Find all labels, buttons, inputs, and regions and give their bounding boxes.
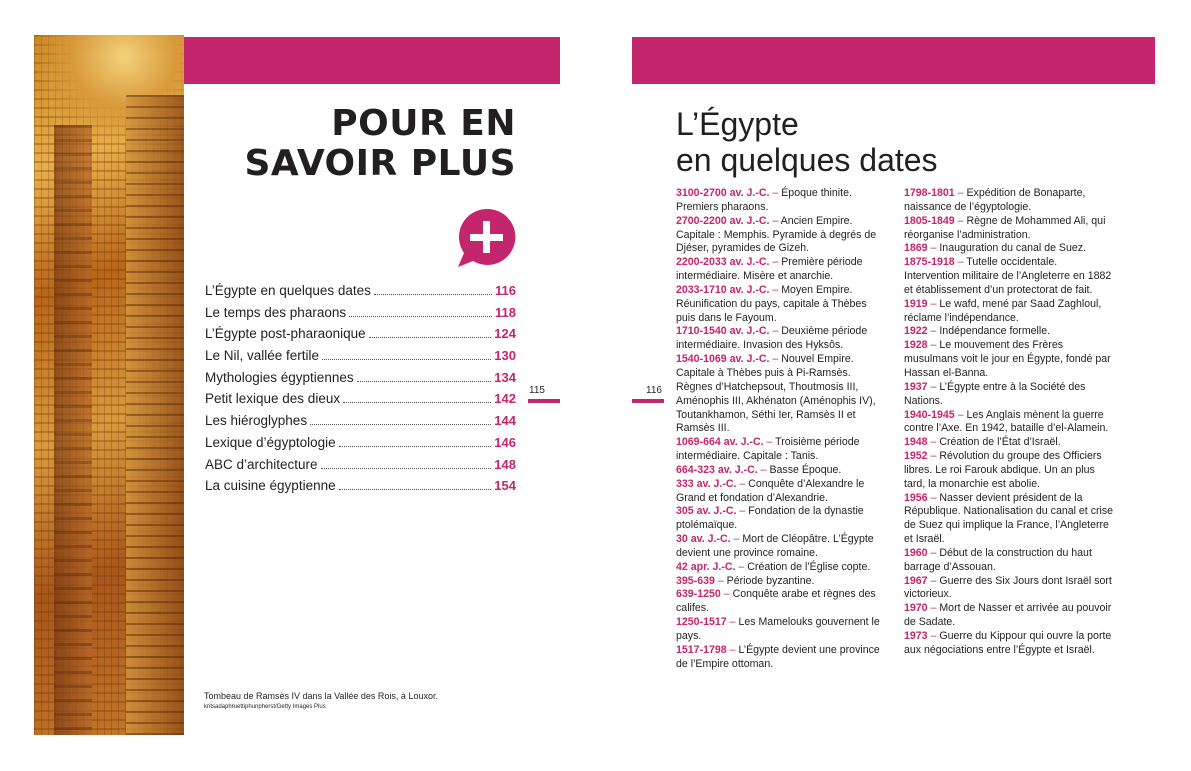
- toc-entry-page: 134: [494, 369, 516, 385]
- chronology-entry: [676, 588, 886, 616]
- toc-entry-label: Petit lexique des dieux: [205, 391, 341, 407]
- chronology-separator: –: [726, 643, 739, 656]
- toc-entry-label: Le temps des pharaons: [205, 304, 347, 320]
- page-number-left: 115: [529, 385, 545, 396]
- chronology-entry: [676, 478, 886, 506]
- chronology-entry: [676, 533, 886, 561]
- chronology-separator: –: [927, 602, 940, 615]
- toc-entry[interactable]: [205, 435, 516, 457]
- chronology-date: 2200-2033 av. J.-C.: [676, 256, 770, 269]
- chronology-text: Basse Époque.: [769, 463, 842, 476]
- chronology-text: Deuxième période intermédiaire. Invasion des Hyksôs.: [676, 325, 868, 352]
- folio-bar-right: [632, 399, 664, 403]
- toc-entry-label: L’Égypte en quelques dates: [205, 283, 371, 298]
- chronology-entry: [904, 575, 1114, 603]
- chronology-date: 1919: [904, 297, 928, 310]
- chronology-entry: [904, 450, 1114, 492]
- chronology-date: 2033-1710 av. J.-C.: [676, 283, 770, 296]
- chronology-text: Les Mamelouks gouvernent le pays.: [676, 616, 880, 642]
- chronology-separator: –: [763, 436, 776, 449]
- toc-leader-dots: [357, 381, 492, 382]
- chronology-separator: –: [927, 436, 940, 449]
- chronology-entry: [676, 436, 886, 464]
- chronology-text: Tutelle occidentale. Intervention militaire de l’Angleterre en 1882 et établissement d’un protectorat de fait.: [904, 256, 1112, 296]
- toc-entry-page: 144: [494, 413, 516, 429]
- chronology-separator: –: [954, 187, 967, 199]
- section-title-line2: SAVOIR PLUS: [244, 143, 516, 184]
- toc-leader-dots: [374, 294, 492, 295]
- chronology-text: Période byzantine.: [726, 574, 815, 587]
- chronology-entry: [904, 602, 1114, 630]
- chronology-separator: –: [927, 297, 940, 310]
- toc-entry-page: 148: [494, 456, 516, 472]
- chronology-text: Création de l’État d’Israël.: [939, 436, 1061, 449]
- toc-entry-label: L’Égypte post-pharaonique: [205, 326, 366, 342]
- chronology-entry: [904, 630, 1114, 658]
- chronology-separator: –: [720, 588, 733, 601]
- chronology-date: 305 av. J.-C.: [676, 505, 737, 518]
- chronology-entry: [904, 187, 1114, 215]
- chronology-date: 1869: [904, 242, 928, 255]
- chronology-entry: [676, 644, 886, 672]
- toc-entry[interactable]: [205, 457, 516, 479]
- chronology-date: 1798-1801: [904, 187, 955, 199]
- folio-bar-left: [528, 399, 560, 403]
- chronology-date: 1250-1517: [676, 616, 727, 629]
- chronology-date: 1540-1069 av. J.-C.: [676, 353, 770, 366]
- toc-leader-dots: [322, 359, 491, 360]
- chronology-entry: [676, 187, 886, 215]
- chronology-date: 3100-2700 av. J.-C.: [676, 187, 770, 199]
- toc-entry[interactable]: [205, 326, 516, 348]
- toc-entry[interactable]: [205, 305, 516, 327]
- toc-leader-dots: [369, 337, 492, 338]
- header-bar-left: [184, 37, 560, 84]
- chronology-date: 1960: [904, 546, 928, 559]
- chronology-separator: –: [757, 463, 770, 476]
- chronology-entry: [904, 325, 1114, 339]
- chronology-text: Le wafd, mené par Saad Zaghloul, réclame l’indépendance.: [904, 297, 1102, 324]
- chronology-date: 2700-2200 av. J.-C.: [676, 214, 770, 227]
- chronology-entry: [676, 561, 886, 575]
- chronology-separator: –: [927, 339, 940, 352]
- chronology-text: Début de la construction du haut barrage d’Assouan.: [904, 546, 1092, 573]
- chronology-separator: –: [927, 242, 940, 255]
- chronology-text: L’Égypte entre à la Société des Nations.: [904, 380, 1086, 407]
- chronology-text: Troisième période intermédiaire. Capitale : Tanis.: [676, 436, 860, 463]
- toc-leader-dots: [343, 402, 491, 403]
- chronology-entry: [904, 215, 1114, 243]
- chronology-separator: –: [954, 256, 967, 269]
- chronology-entry: [676, 616, 886, 644]
- chronology-entry: [904, 492, 1114, 547]
- chronology-date: 1956: [904, 491, 928, 504]
- chronology-date: 1710-1540 av. J.-C.: [676, 325, 770, 338]
- chronology-title-line1: L’Égypte: [676, 106, 799, 142]
- chronology-title: [676, 106, 938, 178]
- chronology-date: 333 av. J.-C.: [676, 477, 737, 490]
- chronology-entry: [676, 284, 886, 326]
- chronology-entry: [904, 339, 1114, 381]
- chronology-date: 1952: [904, 450, 928, 463]
- chronology-text: Mort de Cléopâtre. L’Égypte devient une province romaine.: [676, 533, 874, 559]
- chronology-date: 1970: [904, 602, 928, 615]
- chronology-separator: –: [927, 491, 940, 504]
- chronology-date: 1069-664 av. J.-C.: [676, 436, 764, 449]
- toc-entry[interactable]: [205, 391, 516, 413]
- toc-leader-dots: [339, 446, 492, 447]
- toc-entry[interactable]: [205, 413, 516, 435]
- chronology-separator: –: [714, 574, 727, 587]
- chronology-separator: –: [927, 574, 940, 587]
- table-of-contents: [205, 283, 516, 500]
- chronology-text: Expédition de Bonaparte, naissance de l’égyptologie.: [904, 187, 1086, 213]
- chronology-separator: –: [730, 533, 743, 546]
- chronology-separator: –: [769, 353, 782, 366]
- photo-credit: kritsadaphruettiphunpherst/Getty Images Plus: [204, 704, 326, 710]
- toc-entry[interactable]: [205, 478, 516, 500]
- chronology-separator: –: [954, 408, 967, 421]
- chronology-entry: [676, 325, 886, 353]
- chronology-text: Moyen Empire. Réunification du pays, capitale à Thèbes puis dans le Fayoum.: [676, 283, 867, 324]
- chronology-text: Mort de Nasser et arrivée au pouvoir de Sadate.: [904, 602, 1112, 629]
- chronology-text: L’Égypte devient une province de l’Empire ottoman.: [676, 643, 880, 670]
- section-title: [210, 104, 516, 184]
- chronology-column-1: [676, 187, 886, 672]
- chronology-date: 395-639: [676, 574, 715, 587]
- chronology-separator: –: [927, 325, 940, 338]
- chronology-text: Le mouvement des Frères musulmans voit le jour en Égypte, fondé par Hassan el-Banna.: [904, 339, 1111, 379]
- chronology-date: 30 av. J.-C.: [676, 533, 731, 546]
- chronology-separator: –: [736, 505, 749, 518]
- chronology-date: 1875-1918: [904, 256, 955, 269]
- chronology-separator: –: [927, 380, 940, 393]
- chronology-text: Conquête arabe et règnes des califes.: [676, 588, 876, 615]
- section-title-line1: POUR EN: [331, 103, 516, 144]
- chronology-entry: [904, 436, 1114, 450]
- toc-entry[interactable]: [205, 370, 516, 392]
- toc-entry-page: 142: [494, 391, 516, 407]
- chronology-entry: [676, 215, 886, 257]
- chronology-date: 1940-1945: [904, 408, 955, 421]
- toc-entry-page: 116: [495, 283, 516, 298]
- chronology-text: Nasser devient président de la République. Nationalisation du canal et crise de Suez qui implique la France, l’Angleterre et Israël.: [904, 491, 1114, 546]
- chronology-entry: [676, 575, 886, 589]
- chronology-entry: [676, 256, 886, 284]
- chronology-date: 42 apr. J.-C.: [676, 560, 736, 573]
- chronology-column-2: [904, 187, 1114, 658]
- chronology-entry: [904, 242, 1114, 256]
- toc-leader-dots: [339, 489, 492, 490]
- chronology-separator: –: [927, 450, 940, 463]
- chronology-text: Guerre des Six Jours dont Israël sort victorieux.: [904, 574, 1112, 601]
- toc-leader-dots: [321, 468, 492, 469]
- toc-entry-label: Le Nil, vallée fertile: [205, 348, 320, 364]
- chronology-separator: –: [769, 214, 781, 227]
- plus-speech-bubble-icon: [456, 207, 516, 269]
- chronology-text: Inauguration du canal de Suez.: [939, 242, 1087, 255]
- chronology-separator: –: [954, 214, 967, 227]
- chronology-date: 1973: [904, 630, 928, 642]
- chronology-date: 1805-1849: [904, 214, 955, 227]
- chronology-separator: –: [726, 616, 739, 629]
- tomb-photo: [34, 35, 184, 735]
- chronology-text: Création de l’Église copte.: [747, 560, 871, 573]
- header-bar-right: [632, 37, 1155, 84]
- toc-entry-page: 154: [494, 478, 516, 494]
- chronology-date: 1517-1798: [676, 643, 727, 656]
- chronology-date: 1928: [904, 339, 928, 352]
- toc-entry-page: 146: [494, 434, 516, 450]
- toc-entry-label: ABC d’architecture: [205, 456, 318, 472]
- chronology-separator: –: [736, 477, 749, 490]
- toc-entry-label: La cuisine égyptienne: [205, 478, 336, 494]
- chronology-entry: [676, 505, 886, 533]
- toc-entry-page: 124: [494, 326, 516, 342]
- chronology-date: 1967: [904, 574, 928, 587]
- page-number-right: 116: [646, 385, 662, 396]
- toc-entry-page: 118: [495, 304, 516, 320]
- chronology-entry: [904, 381, 1114, 409]
- chronology-text: Révolution du groupe des Officiers libres. Le roi Farouk abdique. Un an plus tard, la monarchie est abolie.: [904, 450, 1102, 490]
- toc-entry-label: Les hiéroglyphes: [205, 413, 308, 429]
- chronology-date: 1948: [904, 436, 928, 449]
- chronology-text: Conquête d’Alexandre le Grand et fondation d’Alexandrie.: [676, 477, 865, 504]
- chronology-date: 664-323 av. J.-C.: [676, 463, 758, 476]
- toc-entry[interactable]: [205, 283, 516, 305]
- chronology-text: Première période intermédiaire. Misère et anarchie.: [676, 256, 863, 283]
- toc-leader-dots: [310, 424, 491, 425]
- chronology-entry: [676, 353, 886, 436]
- chronology-text: Indépendance formelle.: [939, 325, 1051, 338]
- chronology-title-line2: en quelques dates: [676, 142, 938, 178]
- chronology-date: 1922: [904, 325, 928, 338]
- chronology-entry: [904, 298, 1114, 326]
- chronology-entry: [904, 256, 1114, 298]
- toc-entry[interactable]: [205, 348, 516, 370]
- toc-entry-label: Mythologies égyptiennes: [205, 369, 354, 385]
- chronology-entry: [904, 547, 1114, 575]
- chronology-text: Les Anglais mènent la guerre contre l’Axe. En 1942, bataille d’el-Alamein.: [904, 408, 1109, 435]
- chronology-text: Ancien Empire. Capitale : Memphis. Pyramide à degrés de Djéser, pyramides de Gizeh.: [676, 214, 877, 255]
- chronology-text: Guerre du Kippour qui ouvre la porte aux négociations entre l’Égypte et Israël.: [904, 630, 1112, 656]
- chronology-text: Époque thinite. Premiers pharaons.: [676, 187, 852, 213]
- chronology-entry: [676, 464, 886, 478]
- chronology-separator: –: [769, 325, 782, 338]
- chronology-date: 639-1250: [676, 588, 721, 601]
- chronology-separator: –: [927, 546, 940, 559]
- chronology-separator: –: [769, 187, 782, 199]
- chronology-entry: [904, 409, 1114, 437]
- chronology-separator: –: [927, 630, 940, 642]
- chronology-separator: –: [769, 283, 782, 296]
- chronology-text: Fondation de la dynastie ptolémaïque.: [676, 505, 864, 532]
- toc-entry-label: Lexique d’égyptologie: [205, 434, 336, 450]
- toc-leader-dots: [349, 316, 492, 317]
- photo-caption: Tombeau de Ramsès IV dans la Vallée des Rois, à Louxor.: [204, 691, 438, 701]
- chronology-date: 1937: [904, 380, 928, 393]
- chronology-text: Règne de Mohammed Ali, qui réorganise l’administration.: [904, 214, 1106, 241]
- chronology-text: Nouvel Empire. Capitale à Thèbes puis à Pi-Ramsès. Règnes d’Hatchepsout, Thoutmosis III, Aménophis III, Akhénaton (Aménophis IV), Toutankhamon, Séthi Ier, Ramsès II et Ramsès III.: [676, 353, 876, 435]
- chronology-separator: –: [735, 560, 748, 573]
- toc-entry-page: 130: [494, 348, 516, 364]
- chronology-separator: –: [769, 256, 782, 269]
